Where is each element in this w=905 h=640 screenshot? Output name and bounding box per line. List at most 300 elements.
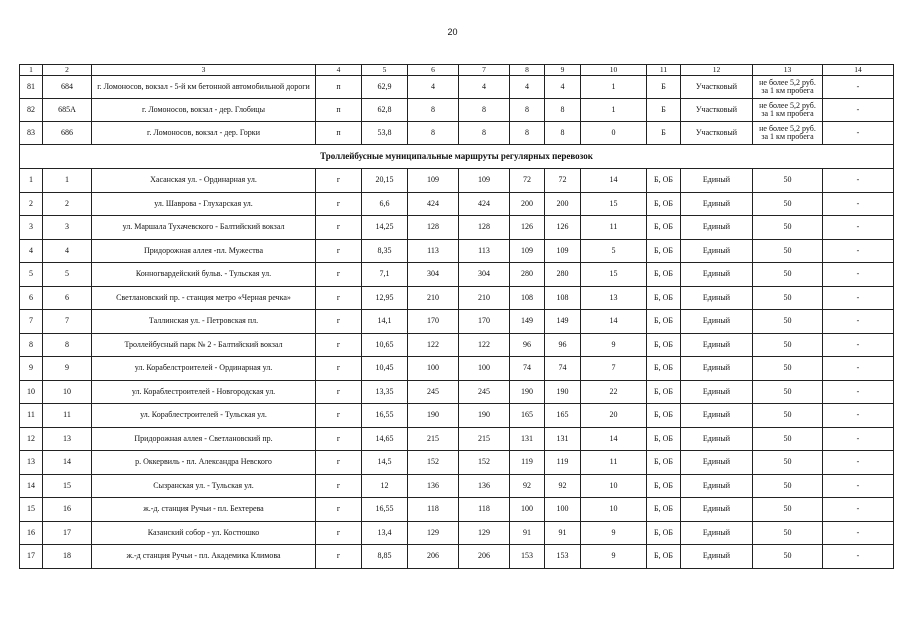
row-index: 5	[20, 263, 43, 287]
col-8: 131	[510, 427, 545, 451]
route-number: 4	[43, 239, 92, 263]
col-14: -	[823, 99, 894, 122]
tariff-type: Единый	[681, 310, 753, 334]
col-14: -	[823, 169, 894, 193]
column-number: 5	[362, 65, 408, 76]
col-6: 190	[408, 404, 459, 428]
column-number-row	[20, 65, 894, 76]
tariff-type: Участковый	[681, 122, 753, 145]
route-number: 7	[43, 310, 92, 334]
route-length: 7,1	[362, 263, 408, 287]
route-path: ул. Кораблестроителей - Новгородская ул.	[92, 380, 316, 404]
row-index: 4	[20, 239, 43, 263]
col-14: -	[823, 310, 894, 334]
col-7: 109	[459, 169, 510, 193]
col-9: 108	[545, 286, 581, 310]
col-14: -	[823, 521, 894, 545]
col-9: 74	[545, 357, 581, 381]
col-6: 304	[408, 263, 459, 287]
col-7: 136	[459, 474, 510, 498]
fare: 50	[753, 169, 823, 193]
vehicle-class: Б	[647, 122, 681, 145]
row-index: 1	[20, 169, 43, 193]
row-index: 7	[20, 310, 43, 334]
tariff-type: Единый	[681, 333, 753, 357]
route-number: 1	[43, 169, 92, 193]
row-index: 14	[20, 474, 43, 498]
route-path: ж.-д станция Ручьи - пл. Академика Климова	[92, 545, 316, 569]
tariff-type: Единый	[681, 498, 753, 522]
tariff-type: Единый	[681, 380, 753, 404]
route-type: г	[316, 239, 362, 263]
route-path: Таллинская ул. - Петровская пл.	[92, 310, 316, 334]
col-7: 304	[459, 263, 510, 287]
col-6: 4	[408, 76, 459, 99]
col-10: 20	[581, 404, 647, 428]
route-path: г. Ломоносов, вокзал - дер. Глобицы	[92, 99, 316, 122]
fare: 50	[753, 545, 823, 569]
vehicle-class: Б, ОБ	[647, 286, 681, 310]
col-8: 74	[510, 357, 545, 381]
col-10: 9	[581, 521, 647, 545]
col-6: 245	[408, 380, 459, 404]
route-path: Придорожная аллея -пл. Мужества	[92, 239, 316, 263]
route-length: 16,55	[362, 404, 408, 428]
col-7: 424	[459, 192, 510, 216]
fare: 50	[753, 474, 823, 498]
column-number: 8	[510, 65, 545, 76]
fare: не более 5,2 руб. за 1 км пробега	[753, 99, 823, 122]
tariff-type: Единый	[681, 474, 753, 498]
col-6: 424	[408, 192, 459, 216]
col-8: 92	[510, 474, 545, 498]
table-row	[20, 76, 894, 99]
col-9: 280	[545, 263, 581, 287]
route-number: 3	[43, 216, 92, 240]
col-7: 129	[459, 521, 510, 545]
route-path: ул. Кораблестроителей - Тульская ул.	[92, 404, 316, 428]
col-8: 109	[510, 239, 545, 263]
col-6: 118	[408, 498, 459, 522]
col-14: -	[823, 333, 894, 357]
fare: 50	[753, 239, 823, 263]
tariff-type: Единый	[681, 169, 753, 193]
col-8: 153	[510, 545, 545, 569]
route-type: г	[316, 474, 362, 498]
table-row	[20, 263, 894, 287]
route-number: 13	[43, 427, 92, 451]
col-7: 210	[459, 286, 510, 310]
route-path: ул. Корабелстроителей - Ординарная ул.	[92, 357, 316, 381]
route-type: г	[316, 333, 362, 357]
fare: 50	[753, 263, 823, 287]
route-length: 8,35	[362, 239, 408, 263]
table-row	[20, 545, 894, 569]
col-8: 91	[510, 521, 545, 545]
col-6: 122	[408, 333, 459, 357]
col-14: -	[823, 427, 894, 451]
route-path: Хасанская ул. - Ординарная ул.	[92, 169, 316, 193]
route-path: г. Ломоносов, вокзал - 5-й км бетонной автомобильной дороги	[92, 76, 316, 99]
col-8: 72	[510, 169, 545, 193]
col-9: 91	[545, 521, 581, 545]
route-type: г	[316, 192, 362, 216]
route-number: 685А	[43, 99, 92, 122]
route-number: 16	[43, 498, 92, 522]
col-10: 15	[581, 263, 647, 287]
row-index: 11	[20, 404, 43, 428]
route-type: г	[316, 216, 362, 240]
tariff-type: Единый	[681, 286, 753, 310]
route-type: г	[316, 286, 362, 310]
tariff-type: Участковый	[681, 99, 753, 122]
col-9: 131	[545, 427, 581, 451]
col-10: 5	[581, 239, 647, 263]
tariff-type: Участковый	[681, 76, 753, 99]
column-number: 10	[581, 65, 647, 76]
vehicle-class: Б, ОБ	[647, 216, 681, 240]
col-7: 190	[459, 404, 510, 428]
vehicle-class: Б, ОБ	[647, 380, 681, 404]
tariff-type: Единый	[681, 451, 753, 475]
col-8: 165	[510, 404, 545, 428]
col-10: 0	[581, 122, 647, 145]
column-number: 12	[681, 65, 753, 76]
table-row	[20, 122, 894, 145]
col-9: 92	[545, 474, 581, 498]
route-length: 62,8	[362, 99, 408, 122]
col-8: 96	[510, 333, 545, 357]
route-length: 20,15	[362, 169, 408, 193]
table-row	[20, 451, 894, 475]
col-8: 108	[510, 286, 545, 310]
route-number: 17	[43, 521, 92, 545]
row-index: 6	[20, 286, 43, 310]
fare: 50	[753, 286, 823, 310]
col-7: 206	[459, 545, 510, 569]
fare: 50	[753, 380, 823, 404]
column-number: 11	[647, 65, 681, 76]
col-9: 165	[545, 404, 581, 428]
route-length: 14,1	[362, 310, 408, 334]
col-10: 22	[581, 380, 647, 404]
col-6: 128	[408, 216, 459, 240]
col-9: 149	[545, 310, 581, 334]
route-type: г	[316, 357, 362, 381]
table-row	[20, 192, 894, 216]
col-8: 190	[510, 380, 545, 404]
route-length: 14,5	[362, 451, 408, 475]
row-index: 82	[20, 99, 43, 122]
col-9: 8	[545, 122, 581, 145]
col-14: -	[823, 263, 894, 287]
col-6: 113	[408, 239, 459, 263]
col-10: 9	[581, 333, 647, 357]
route-path: Сызранская ул. - Тульская ул.	[92, 474, 316, 498]
route-length: 13,35	[362, 380, 408, 404]
route-path: Троллейбусный парк № 2 - Балтийский вокзал	[92, 333, 316, 357]
table-row	[20, 474, 894, 498]
vehicle-class: Б, ОБ	[647, 192, 681, 216]
table-row	[20, 427, 894, 451]
route-length: 62,9	[362, 76, 408, 99]
route-path: г. Ломоносов, вокзал - дер. Горки	[92, 122, 316, 145]
route-type: г	[316, 545, 362, 569]
fare: 50	[753, 427, 823, 451]
col-9: 72	[545, 169, 581, 193]
route-number: 686	[43, 122, 92, 145]
route-number: 6	[43, 286, 92, 310]
col-6: 8	[408, 99, 459, 122]
col-7: 118	[459, 498, 510, 522]
col-10: 9	[581, 545, 647, 569]
fare: 50	[753, 451, 823, 475]
fare: 50	[753, 521, 823, 545]
tariff-type: Единый	[681, 545, 753, 569]
vehicle-class: Б, ОБ	[647, 169, 681, 193]
vehicle-class: Б, ОБ	[647, 521, 681, 545]
col-10: 14	[581, 310, 647, 334]
route-length: 8,85	[362, 545, 408, 569]
col-9: 200	[545, 192, 581, 216]
fare: 50	[753, 310, 823, 334]
col-10: 11	[581, 216, 647, 240]
vehicle-class: Б, ОБ	[647, 474, 681, 498]
tariff-type: Единый	[681, 404, 753, 428]
column-number: 1	[20, 65, 43, 76]
col-6: 170	[408, 310, 459, 334]
route-number: 10	[43, 380, 92, 404]
route-type: п	[316, 99, 362, 122]
route-path: Конногвардейский бульв. - Тульская ул.	[92, 263, 316, 287]
column-number: 4	[316, 65, 362, 76]
table-row	[20, 498, 894, 522]
fare: не более 5,2 руб. за 1 км пробега	[753, 122, 823, 145]
route-length: 10,45	[362, 357, 408, 381]
tariff-type: Единый	[681, 239, 753, 263]
col-8: 119	[510, 451, 545, 475]
row-index: 3	[20, 216, 43, 240]
col-8: 280	[510, 263, 545, 287]
col-7: 245	[459, 380, 510, 404]
route-length: 10,65	[362, 333, 408, 357]
route-type: п	[316, 122, 362, 145]
col-10: 7	[581, 357, 647, 381]
route-path: Казанский собор - ул. Костюшко	[92, 521, 316, 545]
col-14: -	[823, 545, 894, 569]
col-7: 215	[459, 427, 510, 451]
table-row	[20, 239, 894, 263]
tariff-type: Единый	[681, 263, 753, 287]
route-length: 6,6	[362, 192, 408, 216]
column-number: 3	[92, 65, 316, 76]
row-index: 10	[20, 380, 43, 404]
route-type: г	[316, 427, 362, 451]
col-7: 152	[459, 451, 510, 475]
table-row	[20, 521, 894, 545]
column-number: 7	[459, 65, 510, 76]
col-14: -	[823, 474, 894, 498]
row-index: 9	[20, 357, 43, 381]
vehicle-class: Б, ОБ	[647, 451, 681, 475]
route-type: г	[316, 169, 362, 193]
page-number: 20	[447, 27, 458, 37]
fare: 50	[753, 498, 823, 522]
col-8: 200	[510, 192, 545, 216]
col-9: 109	[545, 239, 581, 263]
route-type: г	[316, 263, 362, 287]
col-6: 152	[408, 451, 459, 475]
vehicle-class: Б, ОБ	[647, 357, 681, 381]
route-type: г	[316, 404, 362, 428]
row-index: 17	[20, 545, 43, 569]
table-row	[20, 216, 894, 240]
row-index: 83	[20, 122, 43, 145]
col-8: 4	[510, 76, 545, 99]
col-14: -	[823, 357, 894, 381]
column-number: 6	[408, 65, 459, 76]
row-index: 12	[20, 427, 43, 451]
route-length: 53,8	[362, 122, 408, 145]
row-index: 16	[20, 521, 43, 545]
vehicle-class: Б, ОБ	[647, 498, 681, 522]
col-14: -	[823, 380, 894, 404]
route-path: ж.-д. станция Ручьи - пл. Бехтерева	[92, 498, 316, 522]
col-6: 8	[408, 122, 459, 145]
tariff-type: Единый	[681, 427, 753, 451]
col-10: 15	[581, 192, 647, 216]
col-7: 4	[459, 76, 510, 99]
route-path: р. Оккервиль - пл. Александра Невского	[92, 451, 316, 475]
col-8: 8	[510, 122, 545, 145]
tariff-type: Единый	[681, 216, 753, 240]
vehicle-class: Б	[647, 99, 681, 122]
route-number: 18	[43, 545, 92, 569]
col-14: -	[823, 239, 894, 263]
vehicle-class: Б, ОБ	[647, 545, 681, 569]
route-type: г	[316, 380, 362, 404]
table-row	[20, 169, 894, 193]
col-10: 14	[581, 169, 647, 193]
fare: не более 5,2 руб. за 1 км пробега	[753, 76, 823, 99]
col-10: 1	[581, 99, 647, 122]
col-7: 128	[459, 216, 510, 240]
col-9: 100	[545, 498, 581, 522]
col-9: 126	[545, 216, 581, 240]
col-7: 122	[459, 333, 510, 357]
route-type: п	[316, 76, 362, 99]
col-14: -	[823, 404, 894, 428]
col-9: 190	[545, 380, 581, 404]
row-index: 81	[20, 76, 43, 99]
col-10: 10	[581, 498, 647, 522]
column-number: 14	[823, 65, 894, 76]
route-length: 14,65	[362, 427, 408, 451]
column-number: 2	[43, 65, 92, 76]
table-row	[20, 99, 894, 122]
vehicle-class: Б	[647, 76, 681, 99]
row-index: 8	[20, 333, 43, 357]
route-type: г	[316, 498, 362, 522]
row-index: 13	[20, 451, 43, 475]
col-8: 100	[510, 498, 545, 522]
col-6: 109	[408, 169, 459, 193]
col-10: 10	[581, 474, 647, 498]
col-6: 210	[408, 286, 459, 310]
col-10: 13	[581, 286, 647, 310]
row-index: 15	[20, 498, 43, 522]
col-14: -	[823, 216, 894, 240]
route-length: 16,55	[362, 498, 408, 522]
vehicle-class: Б, ОБ	[647, 310, 681, 334]
route-length: 12	[362, 474, 408, 498]
route-path: ул. Маршала Тухачевского - Балтийский вокзал	[92, 216, 316, 240]
col-6: 215	[408, 427, 459, 451]
column-number: 9	[545, 65, 581, 76]
col-9: 119	[545, 451, 581, 475]
col-6: 100	[408, 357, 459, 381]
col-14: -	[823, 498, 894, 522]
table-row	[20, 333, 894, 357]
route-number: 5	[43, 263, 92, 287]
route-type: г	[316, 521, 362, 545]
fare: 50	[753, 333, 823, 357]
tariff-type: Единый	[681, 357, 753, 381]
col-14: -	[823, 451, 894, 475]
col-8: 149	[510, 310, 545, 334]
route-number: 14	[43, 451, 92, 475]
col-8: 126	[510, 216, 545, 240]
col-9: 4	[545, 76, 581, 99]
fare: 50	[753, 216, 823, 240]
vehicle-class: Б, ОБ	[647, 427, 681, 451]
column-number: 13	[753, 65, 823, 76]
vehicle-class: Б, ОБ	[647, 404, 681, 428]
table-row	[20, 404, 894, 428]
col-10: 14	[581, 427, 647, 451]
col-7: 170	[459, 310, 510, 334]
col-7: 8	[459, 122, 510, 145]
route-number: 15	[43, 474, 92, 498]
col-7: 8	[459, 99, 510, 122]
vehicle-class: Б, ОБ	[647, 333, 681, 357]
vehicle-class: Б, ОБ	[647, 239, 681, 263]
route-number: 11	[43, 404, 92, 428]
col-6: 136	[408, 474, 459, 498]
route-path: Придорожная аллея - Светлановский пр.	[92, 427, 316, 451]
route-path: ул. Шаврова - Глухарская ул.	[92, 192, 316, 216]
col-10: 11	[581, 451, 647, 475]
route-number: 8	[43, 333, 92, 357]
vehicle-class: Б, ОБ	[647, 263, 681, 287]
route-length: 12,95	[362, 286, 408, 310]
col-6: 206	[408, 545, 459, 569]
col-9: 8	[545, 99, 581, 122]
col-7: 100	[459, 357, 510, 381]
route-number: 684	[43, 76, 92, 99]
section-title: Троллейбусные муниципальные маршруты регулярных перевозок	[20, 145, 894, 169]
route-type: г	[316, 451, 362, 475]
section-row	[20, 145, 894, 169]
col-9: 96	[545, 333, 581, 357]
col-10: 1	[581, 76, 647, 99]
tariff-type: Единый	[681, 521, 753, 545]
col-6: 129	[408, 521, 459, 545]
routes-table	[19, 64, 894, 569]
route-length: 14,25	[362, 216, 408, 240]
col-8: 8	[510, 99, 545, 122]
fare: 50	[753, 357, 823, 381]
